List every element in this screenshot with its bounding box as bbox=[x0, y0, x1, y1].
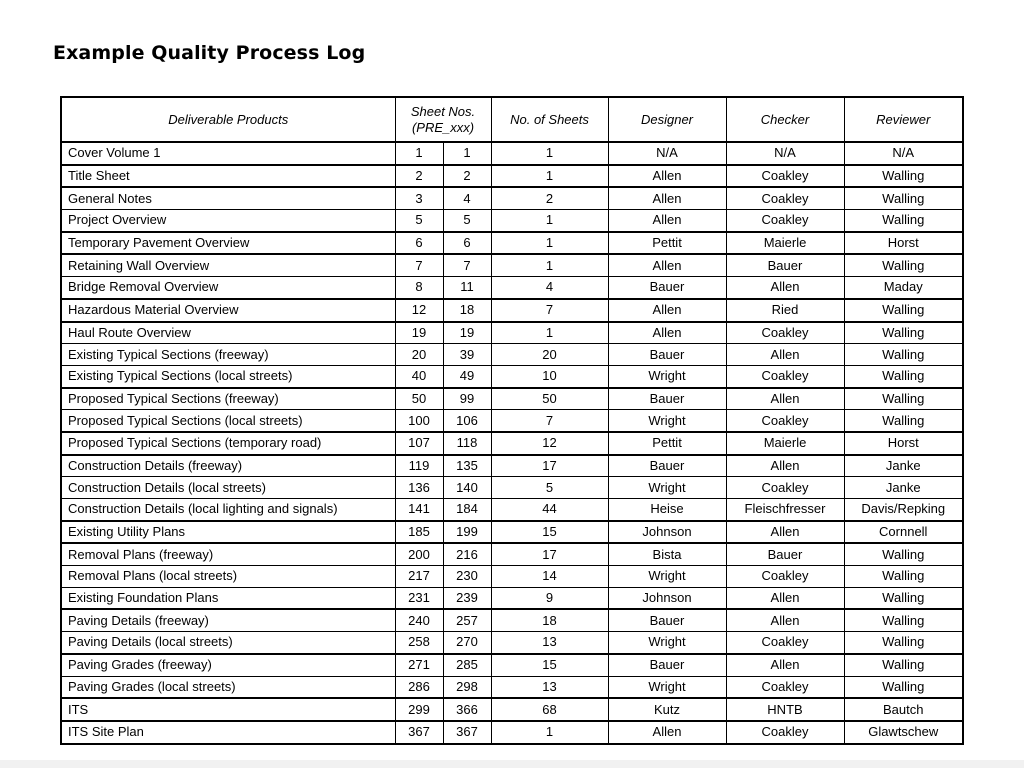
cell-deliverable-product: Existing Typical Sections (freeway) bbox=[61, 344, 395, 366]
cell-checker: Coakley bbox=[726, 477, 844, 499]
table-row bbox=[61, 654, 963, 676]
cell-checker: HNTB bbox=[726, 698, 844, 721]
cell-reviewer: Walling bbox=[844, 566, 963, 588]
cell-sheet-count: 9 bbox=[491, 587, 608, 609]
cell-last-sheet: 99 bbox=[443, 388, 491, 410]
table-header-row bbox=[61, 97, 963, 142]
table-row bbox=[61, 142, 963, 165]
cell-checker: Coakley bbox=[726, 721, 844, 744]
cell-reviewer: Walling bbox=[844, 210, 963, 232]
cell-designer: Wright bbox=[608, 365, 726, 387]
cell-checker: Bauer bbox=[726, 254, 844, 276]
table-row bbox=[61, 455, 963, 477]
cell-first-sheet: 271 bbox=[395, 654, 443, 676]
cell-checker: Maierle bbox=[726, 232, 844, 255]
cell-checker: Coakley bbox=[726, 632, 844, 654]
cell-checker: Coakley bbox=[726, 187, 844, 209]
table-row bbox=[61, 299, 963, 322]
cell-last-sheet: 106 bbox=[443, 410, 491, 432]
cell-last-sheet: 1 bbox=[443, 142, 491, 165]
cell-reviewer: Walling bbox=[844, 388, 963, 410]
cell-reviewer: Maday bbox=[844, 277, 963, 299]
cell-first-sheet: 367 bbox=[395, 721, 443, 744]
cell-last-sheet: 18 bbox=[443, 299, 491, 322]
cell-last-sheet: 184 bbox=[443, 499, 491, 521]
cell-first-sheet: 5 bbox=[395, 210, 443, 232]
cell-sheet-count: 44 bbox=[491, 499, 608, 521]
cell-sheet-count: 1 bbox=[491, 232, 608, 255]
cell-checker: Fleischfresser bbox=[726, 499, 844, 521]
cell-last-sheet: 118 bbox=[443, 432, 491, 455]
cell-first-sheet: 12 bbox=[395, 299, 443, 322]
cell-reviewer: Walling bbox=[844, 543, 963, 565]
table-body bbox=[61, 142, 963, 744]
cell-sheet-count: 1 bbox=[491, 254, 608, 276]
cell-checker: Allen bbox=[726, 654, 844, 676]
table-row bbox=[61, 210, 963, 232]
cell-first-sheet: 141 bbox=[395, 499, 443, 521]
cell-designer: N/A bbox=[608, 142, 726, 165]
table-row bbox=[61, 254, 963, 276]
cell-first-sheet: 50 bbox=[395, 388, 443, 410]
cell-reviewer: Walling bbox=[844, 676, 963, 698]
cell-last-sheet: 285 bbox=[443, 654, 491, 676]
header-designer: Designer bbox=[608, 97, 726, 142]
cell-reviewer: Walling bbox=[844, 587, 963, 609]
quality-process-log-table bbox=[60, 96, 964, 745]
cell-sheet-count: 5 bbox=[491, 477, 608, 499]
cell-reviewer: Davis/Repking bbox=[844, 499, 963, 521]
table-row bbox=[61, 187, 963, 209]
cell-deliverable-product: Existing Typical Sections (local streets) bbox=[61, 365, 395, 387]
cell-designer: Bauer bbox=[608, 388, 726, 410]
cell-deliverable-product: Construction Details (freeway) bbox=[61, 455, 395, 477]
cell-sheet-count: 7 bbox=[491, 410, 608, 432]
cell-sheet-count: 1 bbox=[491, 142, 608, 165]
cell-deliverable-product: Removal Plans (local streets) bbox=[61, 566, 395, 588]
cell-checker: Bauer bbox=[726, 543, 844, 565]
cell-reviewer: Walling bbox=[844, 654, 963, 676]
cell-deliverable-product: ITS Site Plan bbox=[61, 721, 395, 744]
cell-checker: Ried bbox=[726, 299, 844, 322]
cell-first-sheet: 217 bbox=[395, 566, 443, 588]
cell-reviewer: Walling bbox=[844, 299, 963, 322]
table-row bbox=[61, 388, 963, 410]
cell-reviewer: Walling bbox=[844, 365, 963, 387]
cell-last-sheet: 39 bbox=[443, 344, 491, 366]
cell-checker: Allen bbox=[726, 455, 844, 477]
cell-designer: Pettit bbox=[608, 232, 726, 255]
header-no-of-sheets: No. of Sheets bbox=[491, 97, 608, 142]
cell-sheet-count: 14 bbox=[491, 566, 608, 588]
cell-deliverable-product: Construction Details (local lighting and signals) bbox=[61, 499, 395, 521]
cell-first-sheet: 3 bbox=[395, 187, 443, 209]
cell-designer: Wright bbox=[608, 676, 726, 698]
cell-last-sheet: 257 bbox=[443, 609, 491, 631]
cell-deliverable-product: Hazardous Material Overview bbox=[61, 299, 395, 322]
cell-first-sheet: 185 bbox=[395, 521, 443, 544]
cell-last-sheet: 7 bbox=[443, 254, 491, 276]
cell-designer: Allen bbox=[608, 165, 726, 188]
header-sheet-nos-line2: (PRE_xxx) bbox=[411, 119, 475, 135]
cell-deliverable-product: Retaining Wall Overview bbox=[61, 254, 395, 276]
cell-sheet-count: 2 bbox=[491, 187, 608, 209]
table-row bbox=[61, 477, 963, 499]
table-row bbox=[61, 721, 963, 744]
cell-reviewer: Walling bbox=[844, 344, 963, 366]
cell-designer: Heise bbox=[608, 499, 726, 521]
table-row bbox=[61, 432, 963, 455]
header-sheet-nos-line1: Sheet Nos. bbox=[410, 103, 476, 119]
cell-last-sheet: 5 bbox=[443, 210, 491, 232]
table-row bbox=[61, 344, 963, 366]
slide-bottom-band bbox=[0, 760, 1024, 768]
cell-first-sheet: 258 bbox=[395, 632, 443, 654]
cell-checker: Allen bbox=[726, 388, 844, 410]
cell-first-sheet: 240 bbox=[395, 609, 443, 631]
cell-last-sheet: 366 bbox=[443, 698, 491, 721]
cell-designer: Bauer bbox=[608, 609, 726, 631]
cell-sheet-count: 13 bbox=[491, 676, 608, 698]
cell-deliverable-product: Paving Grades (freeway) bbox=[61, 654, 395, 676]
table-row bbox=[61, 521, 963, 544]
cell-first-sheet: 231 bbox=[395, 587, 443, 609]
cell-first-sheet: 107 bbox=[395, 432, 443, 455]
cell-reviewer: Walling bbox=[844, 187, 963, 209]
cell-deliverable-product: Title Sheet bbox=[61, 165, 395, 188]
cell-designer: Allen bbox=[608, 322, 726, 344]
cell-checker: Maierle bbox=[726, 432, 844, 455]
cell-first-sheet: 7 bbox=[395, 254, 443, 276]
table-row bbox=[61, 232, 963, 255]
cell-last-sheet: 298 bbox=[443, 676, 491, 698]
cell-first-sheet: 200 bbox=[395, 543, 443, 565]
cell-last-sheet: 199 bbox=[443, 521, 491, 544]
cell-designer: Johnson bbox=[608, 521, 726, 544]
cell-sheet-count: 12 bbox=[491, 432, 608, 455]
page-title: Example Quality Process Log bbox=[53, 42, 366, 64]
cell-sheet-count: 1 bbox=[491, 210, 608, 232]
cell-reviewer: N/A bbox=[844, 142, 963, 165]
cell-last-sheet: 270 bbox=[443, 632, 491, 654]
cell-checker: Allen bbox=[726, 521, 844, 544]
cell-reviewer: Walling bbox=[844, 165, 963, 188]
cell-designer: Bauer bbox=[608, 277, 726, 299]
cell-deliverable-product: Temporary Pavement Overview bbox=[61, 232, 395, 255]
cell-sheet-count: 1 bbox=[491, 322, 608, 344]
table-row bbox=[61, 277, 963, 299]
cell-first-sheet: 136 bbox=[395, 477, 443, 499]
cell-deliverable-product: Cover Volume 1 bbox=[61, 142, 395, 165]
cell-designer: Johnson bbox=[608, 587, 726, 609]
cell-designer: Allen bbox=[608, 210, 726, 232]
cell-deliverable-product: Construction Details (local streets) bbox=[61, 477, 395, 499]
cell-first-sheet: 40 bbox=[395, 365, 443, 387]
cell-checker: Coakley bbox=[726, 210, 844, 232]
cell-checker: Coakley bbox=[726, 165, 844, 188]
cell-first-sheet: 20 bbox=[395, 344, 443, 366]
cell-last-sheet: 6 bbox=[443, 232, 491, 255]
cell-first-sheet: 2 bbox=[395, 165, 443, 188]
cell-reviewer: Walling bbox=[844, 632, 963, 654]
cell-last-sheet: 4 bbox=[443, 187, 491, 209]
header-deliverable-products: Deliverable Products bbox=[61, 97, 395, 142]
cell-sheet-count: 10 bbox=[491, 365, 608, 387]
cell-first-sheet: 19 bbox=[395, 322, 443, 344]
cell-last-sheet: 230 bbox=[443, 566, 491, 588]
cell-deliverable-product: Proposed Typical Sections (temporary road) bbox=[61, 432, 395, 455]
table-row bbox=[61, 165, 963, 188]
table-row bbox=[61, 632, 963, 654]
cell-designer: Wright bbox=[608, 410, 726, 432]
cell-sheet-count: 1 bbox=[491, 165, 608, 188]
table-row bbox=[61, 322, 963, 344]
cell-reviewer: Walling bbox=[844, 410, 963, 432]
cell-last-sheet: 2 bbox=[443, 165, 491, 188]
table-row bbox=[61, 676, 963, 698]
cell-reviewer: Walling bbox=[844, 322, 963, 344]
cell-sheet-count: 50 bbox=[491, 388, 608, 410]
cell-designer: Bista bbox=[608, 543, 726, 565]
cell-designer: Pettit bbox=[608, 432, 726, 455]
cell-checker: Allen bbox=[726, 277, 844, 299]
cell-first-sheet: 119 bbox=[395, 455, 443, 477]
cell-designer: Allen bbox=[608, 721, 726, 744]
header-checker: Checker bbox=[726, 97, 844, 142]
cell-designer: Allen bbox=[608, 254, 726, 276]
cell-reviewer: Horst bbox=[844, 432, 963, 455]
cell-deliverable-product: Proposed Typical Sections (freeway) bbox=[61, 388, 395, 410]
cell-last-sheet: 140 bbox=[443, 477, 491, 499]
cell-checker: Coakley bbox=[726, 676, 844, 698]
cell-reviewer: Walling bbox=[844, 609, 963, 631]
cell-reviewer: Walling bbox=[844, 254, 963, 276]
cell-reviewer: Janke bbox=[844, 455, 963, 477]
cell-checker: Coakley bbox=[726, 322, 844, 344]
table-row bbox=[61, 543, 963, 565]
cell-reviewer: Cornnell bbox=[844, 521, 963, 544]
cell-first-sheet: 286 bbox=[395, 676, 443, 698]
cell-sheet-count: 17 bbox=[491, 455, 608, 477]
cell-deliverable-product: Proposed Typical Sections (local streets) bbox=[61, 410, 395, 432]
table-row bbox=[61, 587, 963, 609]
cell-first-sheet: 6 bbox=[395, 232, 443, 255]
cell-reviewer: Glawtschew bbox=[844, 721, 963, 744]
cell-first-sheet: 8 bbox=[395, 277, 443, 299]
cell-checker: Coakley bbox=[726, 566, 844, 588]
cell-deliverable-product: General Notes bbox=[61, 187, 395, 209]
cell-sheet-count: 13 bbox=[491, 632, 608, 654]
table-row bbox=[61, 365, 963, 387]
cell-deliverable-product: Paving Details (local streets) bbox=[61, 632, 395, 654]
cell-deliverable-product: Existing Foundation Plans bbox=[61, 587, 395, 609]
cell-last-sheet: 239 bbox=[443, 587, 491, 609]
cell-reviewer: Horst bbox=[844, 232, 963, 255]
cell-designer: Bauer bbox=[608, 455, 726, 477]
cell-designer: Bauer bbox=[608, 654, 726, 676]
table-row bbox=[61, 499, 963, 521]
cell-sheet-count: 17 bbox=[491, 543, 608, 565]
cell-sheet-count: 15 bbox=[491, 654, 608, 676]
cell-last-sheet: 135 bbox=[443, 455, 491, 477]
cell-deliverable-product: Project Overview bbox=[61, 210, 395, 232]
cell-last-sheet: 367 bbox=[443, 721, 491, 744]
cell-checker: Coakley bbox=[726, 410, 844, 432]
cell-sheet-count: 68 bbox=[491, 698, 608, 721]
cell-deliverable-product: Haul Route Overview bbox=[61, 322, 395, 344]
cell-last-sheet: 19 bbox=[443, 322, 491, 344]
cell-sheet-count: 20 bbox=[491, 344, 608, 366]
cell-checker: Allen bbox=[726, 609, 844, 631]
cell-last-sheet: 49 bbox=[443, 365, 491, 387]
header-sheet-nos bbox=[395, 97, 491, 142]
cell-designer: Wright bbox=[608, 566, 726, 588]
cell-checker: N/A bbox=[726, 142, 844, 165]
cell-deliverable-product: ITS bbox=[61, 698, 395, 721]
table-row bbox=[61, 566, 963, 588]
cell-sheet-count: 18 bbox=[491, 609, 608, 631]
cell-first-sheet: 1 bbox=[395, 142, 443, 165]
table-row bbox=[61, 609, 963, 631]
table-row bbox=[61, 410, 963, 432]
cell-sheet-count: 4 bbox=[491, 277, 608, 299]
table-row bbox=[61, 698, 963, 721]
cell-designer: Kutz bbox=[608, 698, 726, 721]
cell-checker: Allen bbox=[726, 344, 844, 366]
cell-first-sheet: 299 bbox=[395, 698, 443, 721]
header-reviewer: Reviewer bbox=[844, 97, 963, 142]
cell-designer: Bauer bbox=[608, 344, 726, 366]
cell-sheet-count: 1 bbox=[491, 721, 608, 744]
cell-last-sheet: 216 bbox=[443, 543, 491, 565]
cell-sheet-count: 15 bbox=[491, 521, 608, 544]
cell-checker: Allen bbox=[726, 587, 844, 609]
cell-last-sheet: 11 bbox=[443, 277, 491, 299]
cell-deliverable-product: Paving Grades (local streets) bbox=[61, 676, 395, 698]
cell-deliverable-product: Removal Plans (freeway) bbox=[61, 543, 395, 565]
cell-checker: Coakley bbox=[726, 365, 844, 387]
cell-designer: Wright bbox=[608, 477, 726, 499]
cell-designer: Allen bbox=[608, 299, 726, 322]
cell-designer: Wright bbox=[608, 632, 726, 654]
cell-sheet-count: 7 bbox=[491, 299, 608, 322]
cell-designer: Allen bbox=[608, 187, 726, 209]
cell-reviewer: Bautch bbox=[844, 698, 963, 721]
cell-reviewer: Janke bbox=[844, 477, 963, 499]
cell-deliverable-product: Existing Utility Plans bbox=[61, 521, 395, 544]
cell-first-sheet: 100 bbox=[395, 410, 443, 432]
cell-deliverable-product: Paving Details (freeway) bbox=[61, 609, 395, 631]
cell-deliverable-product: Bridge Removal Overview bbox=[61, 277, 395, 299]
